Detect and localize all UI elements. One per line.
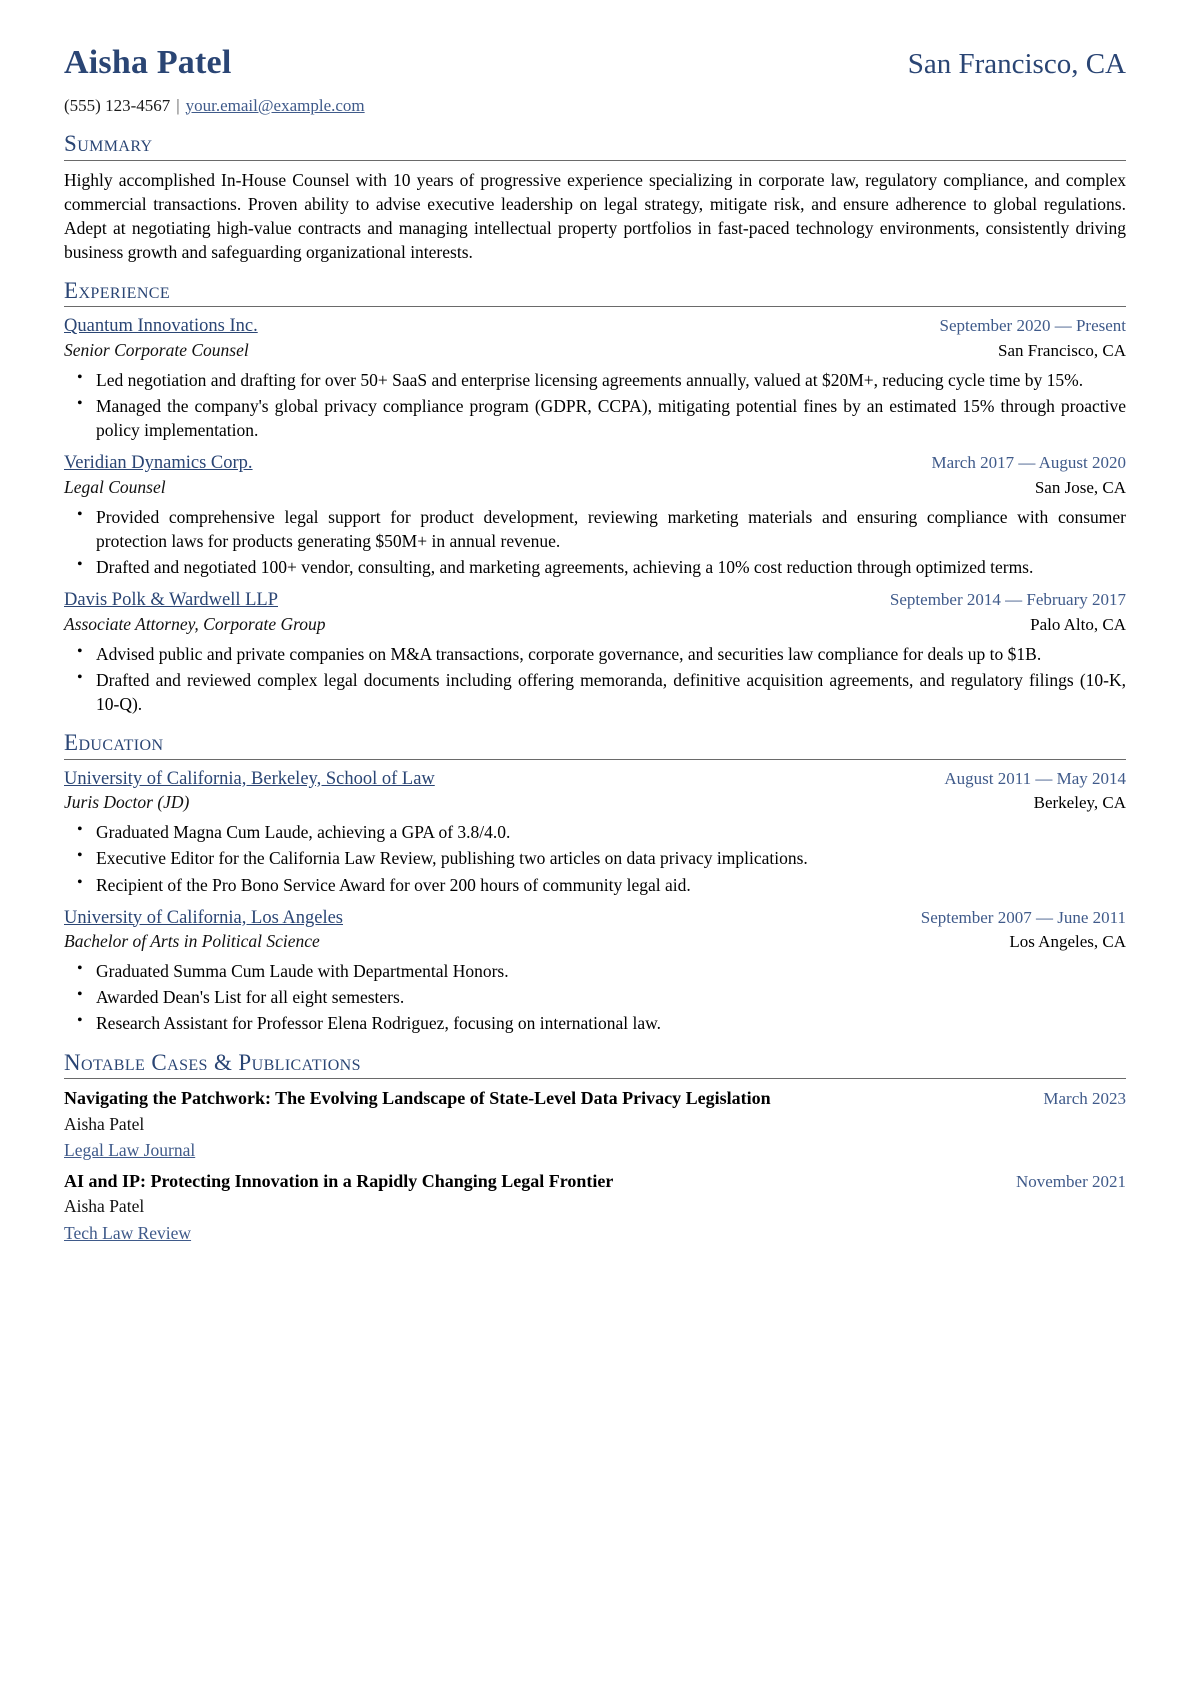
education-section (64, 730, 1126, 1035)
publication-author: Aisha Patel (64, 1113, 145, 1134)
experience-entry (64, 451, 1126, 579)
bullet-item: • Graduated Magna Cum Laude, achieving a GPA of 3.8/4.0. (94, 820, 1126, 844)
bullet-item: • Managed the company's global privacy compliance program (GDPR, CCPA), mitigating potential fines by an estimated 15% through proactive policy implementation. (94, 394, 1126, 442)
entry-bullet-list (64, 642, 1126, 716)
bullet-item: • Advised public and private companies on M&A transactions, corporate governance, and securities law compliance for deals up to $1B. (94, 642, 1126, 666)
publication-journal-row (64, 1219, 1126, 1245)
contact-line (64, 95, 1126, 118)
section-divider (64, 306, 1126, 307)
entry-role: Legal Counsel (64, 477, 166, 498)
bullet-item: • Recipient of the Pro Bono Service Award for over 200 hours of community legal aid. (94, 873, 1126, 897)
entry-subheader-row (64, 930, 1126, 954)
bullet-item: • Executive Editor for the California Law Review, publishing two articles on data privacy implications. (94, 846, 1126, 870)
header-location: San Francisco, CA (907, 48, 1126, 80)
section-divider (64, 1078, 1126, 1079)
entry-subheader-row (64, 613, 1126, 637)
section-heading-experience: Experience (64, 278, 171, 304)
organization-link[interactable]: University of California, Los Angeles (64, 907, 343, 928)
entry-date: September 2007 — June 2011 (920, 907, 1126, 927)
entry-date: August 2011 — May 2014 (944, 768, 1126, 788)
summary-text: Highly accomplished In-House Counsel with 10 years of progressive experience specializing in corporate law, regulatory compliance, and complex commercial transactions. Proven ability to advise executive leadership on legal strategy, mitigate risk, and ensure adherence to global regulations. Adept at negotiating high-value contracts and managing intellectual property portfolios in fast-paced technology environments, consistently driving business growth and safeguarding organizational interests. (64, 169, 1126, 263)
publication-entry (64, 1086, 1126, 1163)
entry-role: Senior Corporate Counsel (64, 340, 249, 361)
entry-role: Bachelor of Arts in Political Science (64, 931, 320, 952)
entry-date: March 2017 — August 2020 (931, 453, 1126, 473)
contact-separator: | (176, 95, 180, 115)
phone-number: (555) 123-4567 (64, 95, 171, 115)
entry-role: Juris Doctor (JD) (64, 792, 190, 813)
organization-link[interactable]: Davis Polk & Wardwell LLP (64, 590, 278, 611)
entry-role: Associate Attorney, Corporate Group (64, 614, 326, 635)
organization-link[interactable]: Veridian Dynamics Corp. (64, 453, 253, 474)
publication-journal-link[interactable]: Legal Law Journal (64, 1140, 196, 1161)
publication-header-row (64, 1086, 1126, 1111)
bullet-item: • Awarded Dean's List for all eight semesters. (94, 985, 1126, 1009)
page-title: Aisha Patel (64, 44, 232, 81)
section-divider (64, 759, 1126, 760)
section-heading-summary: Summary (64, 131, 153, 157)
entry-header-row (64, 451, 1126, 476)
entry-location: Berkeley, CA (1033, 793, 1126, 813)
entry-header-row (64, 767, 1126, 792)
publication-author: Aisha Patel (64, 1196, 145, 1217)
organization-link[interactable]: Quantum Innovations Inc. (64, 316, 258, 337)
entry-header-row (64, 314, 1126, 339)
bullet-item: • Led negotiation and drafting for over 50+ SaaS and enterprise licensing agreements annually, valued at $20M+, reducing cycle time by 15%. (94, 368, 1126, 392)
publications-section (64, 1050, 1126, 1246)
entry-header-row (64, 588, 1126, 613)
entry-subheader-row (64, 339, 1126, 363)
publication-journal-link[interactable]: Tech Law Review (64, 1222, 192, 1243)
education-list (64, 767, 1126, 1036)
entry-subheader-row (64, 791, 1126, 815)
section-heading-publications: Notable Cases & Publications (64, 1049, 361, 1075)
entry-date: September 2020 — Present (939, 316, 1126, 336)
section-divider (64, 160, 1126, 161)
entry-bullet-list (64, 368, 1126, 442)
email-link[interactable]: your.email@example.com (185, 95, 365, 115)
publication-date: March 2023 (1043, 1088, 1126, 1108)
bullet-item: • Research Assistant for Professor Elena Rodriguez, focusing on international law. (94, 1011, 1126, 1035)
publication-title: AI and IP: Protecting Innovation in a Rapidly Changing Legal Frontier (64, 1170, 614, 1191)
publication-entry (64, 1169, 1126, 1246)
publication-journal-row (64, 1136, 1126, 1162)
section-heading-education: Education (64, 730, 164, 756)
experience-entry (64, 314, 1126, 442)
entry-location: Los Angeles, CA (1009, 932, 1126, 952)
experience-section (64, 278, 1126, 716)
bullet-item: • Drafted and negotiated 100+ vendor, consulting, and marketing agreements, achieving a 10% cost reduction through optimized terms. (94, 555, 1126, 579)
entry-bullet-list (64, 505, 1126, 579)
publication-title: Navigating the Patchwork: The Evolving Landscape of State-Level Data Privacy Legislation (64, 1087, 771, 1108)
entry-bullet-list (64, 820, 1126, 896)
education-entry (64, 906, 1126, 1036)
bullet-item: • Graduated Summa Cum Laude with Departmental Honors. (94, 959, 1126, 983)
publication-date: November 2021 (1015, 1171, 1126, 1191)
entry-location: Palo Alto, CA (1030, 615, 1126, 635)
entry-bullet-list (64, 959, 1126, 1035)
publication-header-row (64, 1169, 1126, 1194)
education-entry (64, 767, 1126, 897)
bullet-item: • Provided comprehensive legal support for product development, reviewing marketing materials and ensuring compliance with consumer protection laws for products generating $50M+ in annual revenue. (94, 505, 1126, 553)
entry-header-row (64, 906, 1126, 931)
entry-subheader-row (64, 476, 1126, 500)
bullet-item: • Drafted and reviewed complex legal documents including offering memoranda, definitive acquisition agreements, and regulatory filings (10-K, 10-Q). (94, 668, 1126, 716)
organization-link[interactable]: University of California, Berkeley, School of Law (64, 768, 435, 789)
publications-list (64, 1086, 1126, 1245)
resume-header (64, 40, 1126, 86)
experience-entry (64, 588, 1126, 716)
entry-location: San Jose, CA (1034, 478, 1126, 498)
summary-section (64, 131, 1126, 264)
entry-date: September 2014 — February 2017 (889, 590, 1126, 610)
entry-location: San Francisco, CA (998, 341, 1126, 361)
experience-list (64, 314, 1126, 716)
